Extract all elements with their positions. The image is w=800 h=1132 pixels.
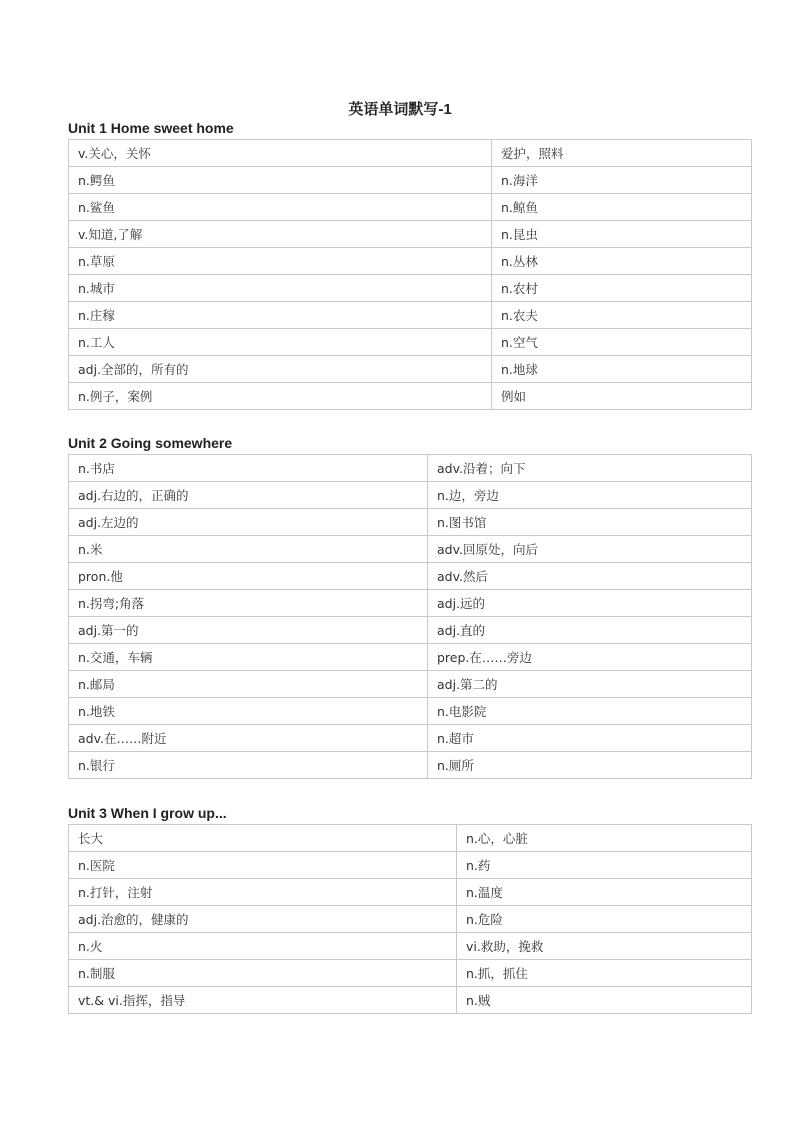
word-cell-left: v.知道,了解	[69, 221, 492, 248]
word-cell-right: n.厕所	[428, 752, 752, 779]
word-cell-right: adv.然后	[428, 563, 752, 590]
unit-1-heading: Unit 1 Home sweet home	[68, 120, 234, 136]
word-cell-left: n.制服	[69, 960, 457, 987]
table-row	[69, 536, 752, 563]
word-cell-left: n.鲨鱼	[69, 194, 492, 221]
table-row	[69, 906, 752, 933]
word-cell-right: n.温度	[457, 879, 752, 906]
word-cell-left: v.关心，关怀	[69, 140, 492, 167]
page-title: 英语单词默写-1	[348, 101, 452, 118]
table-row	[69, 302, 752, 329]
word-cell-right: n.药	[457, 852, 752, 879]
word-cell-right: adj.直的	[428, 617, 752, 644]
word-cell-left: adj.右边的，正确的	[69, 482, 428, 509]
word-cell-left: n.银行	[69, 752, 428, 779]
table-row	[69, 960, 752, 987]
word-cell-left: 长大	[69, 825, 457, 852]
word-cell-right: adj.远的	[428, 590, 752, 617]
word-cell-left: adj.治愈的，健康的	[69, 906, 457, 933]
word-cell-left: n.医院	[69, 852, 457, 879]
table-row	[69, 455, 752, 482]
word-cell-right: n.空气	[492, 329, 752, 356]
word-cell-left: n.庄稼	[69, 302, 492, 329]
table-row	[69, 275, 752, 302]
word-cell-left: adj.左边的	[69, 509, 428, 536]
table-row	[69, 852, 752, 879]
table-row	[69, 221, 752, 248]
table-row	[69, 509, 752, 536]
table-row	[69, 752, 752, 779]
table-row	[69, 563, 752, 590]
word-cell-right: n.电影院	[428, 698, 752, 725]
word-cell-right: adv.沿着；向下	[428, 455, 752, 482]
table-row	[69, 725, 752, 752]
word-cell-right: adv.回原处，向后	[428, 536, 752, 563]
word-cell-left: n.工人	[69, 329, 492, 356]
word-cell-left: pron.他	[69, 563, 428, 590]
table-row	[69, 248, 752, 275]
table-row	[69, 482, 752, 509]
unit-2-rows	[69, 455, 752, 779]
table-row	[69, 644, 752, 671]
unit-2-table	[68, 454, 752, 779]
word-cell-right: n.昆虫	[492, 221, 752, 248]
word-cell-right: n.边，旁边	[428, 482, 752, 509]
unit-3-table	[68, 824, 752, 1014]
word-cell-left: n.书店	[69, 455, 428, 482]
table-row	[69, 167, 752, 194]
word-cell-right: n.海洋	[492, 167, 752, 194]
table-row	[69, 194, 752, 221]
word-cell-right: n.图书馆	[428, 509, 752, 536]
word-cell-right: n.农夫	[492, 302, 752, 329]
word-cell-left: adj.第一的	[69, 617, 428, 644]
word-cell-right: n.丛林	[492, 248, 752, 275]
table-row	[69, 671, 752, 698]
word-cell-right: n.贼	[457, 987, 752, 1014]
word-cell-right: n.地球	[492, 356, 752, 383]
unit-3-heading: Unit 3 When I grow up...	[68, 805, 227, 821]
word-cell-left: n.地铁	[69, 698, 428, 725]
table-row	[69, 825, 752, 852]
unit-1-table	[68, 139, 752, 410]
word-cell-left: n.例子，案例	[69, 383, 492, 410]
word-cell-right: adj.第二的	[428, 671, 752, 698]
table-row	[69, 698, 752, 725]
word-cell-right: n.心，心脏	[457, 825, 752, 852]
word-cell-right: vi.救助，挽救	[457, 933, 752, 960]
table-row	[69, 933, 752, 960]
word-cell-right: n.抓，抓住	[457, 960, 752, 987]
unit-2-heading: Unit 2 Going somewhere	[68, 435, 233, 451]
word-cell-left: n.拐弯;角落	[69, 590, 428, 617]
word-cell-right: n.农村	[492, 275, 752, 302]
word-cell-right: 例如	[492, 383, 752, 410]
table-row	[69, 617, 752, 644]
word-cell-left: n.邮局	[69, 671, 428, 698]
table-row	[69, 329, 752, 356]
word-cell-left: adj.全部的，所有的	[69, 356, 492, 383]
unit-1-rows	[69, 140, 752, 410]
table-row	[69, 140, 752, 167]
table-row	[69, 590, 752, 617]
word-cell-right: n.超市	[428, 725, 752, 752]
unit-3-rows	[69, 825, 752, 1014]
word-cell-left: n.草原	[69, 248, 492, 275]
table-row	[69, 987, 752, 1014]
word-cell-left: n.鳄鱼	[69, 167, 492, 194]
word-cell-left: adv.在……附近	[69, 725, 428, 752]
table-row	[69, 356, 752, 383]
word-cell-left: n.火	[69, 933, 457, 960]
word-cell-right: prep.在……旁边	[428, 644, 752, 671]
word-cell-left: n.城市	[69, 275, 492, 302]
table-row	[69, 383, 752, 410]
word-cell-left: n.交通，车辆	[69, 644, 428, 671]
word-cell-left: n.打针，注射	[69, 879, 457, 906]
word-cell-right: n.鲸鱼	[492, 194, 752, 221]
word-cell-right: n.危险	[457, 906, 752, 933]
word-cell-left: vt.& vi.指挥，指导	[69, 987, 457, 1014]
word-cell-right: 爱护，照料	[492, 140, 752, 167]
table-row	[69, 879, 752, 906]
word-cell-left: n.米	[69, 536, 428, 563]
